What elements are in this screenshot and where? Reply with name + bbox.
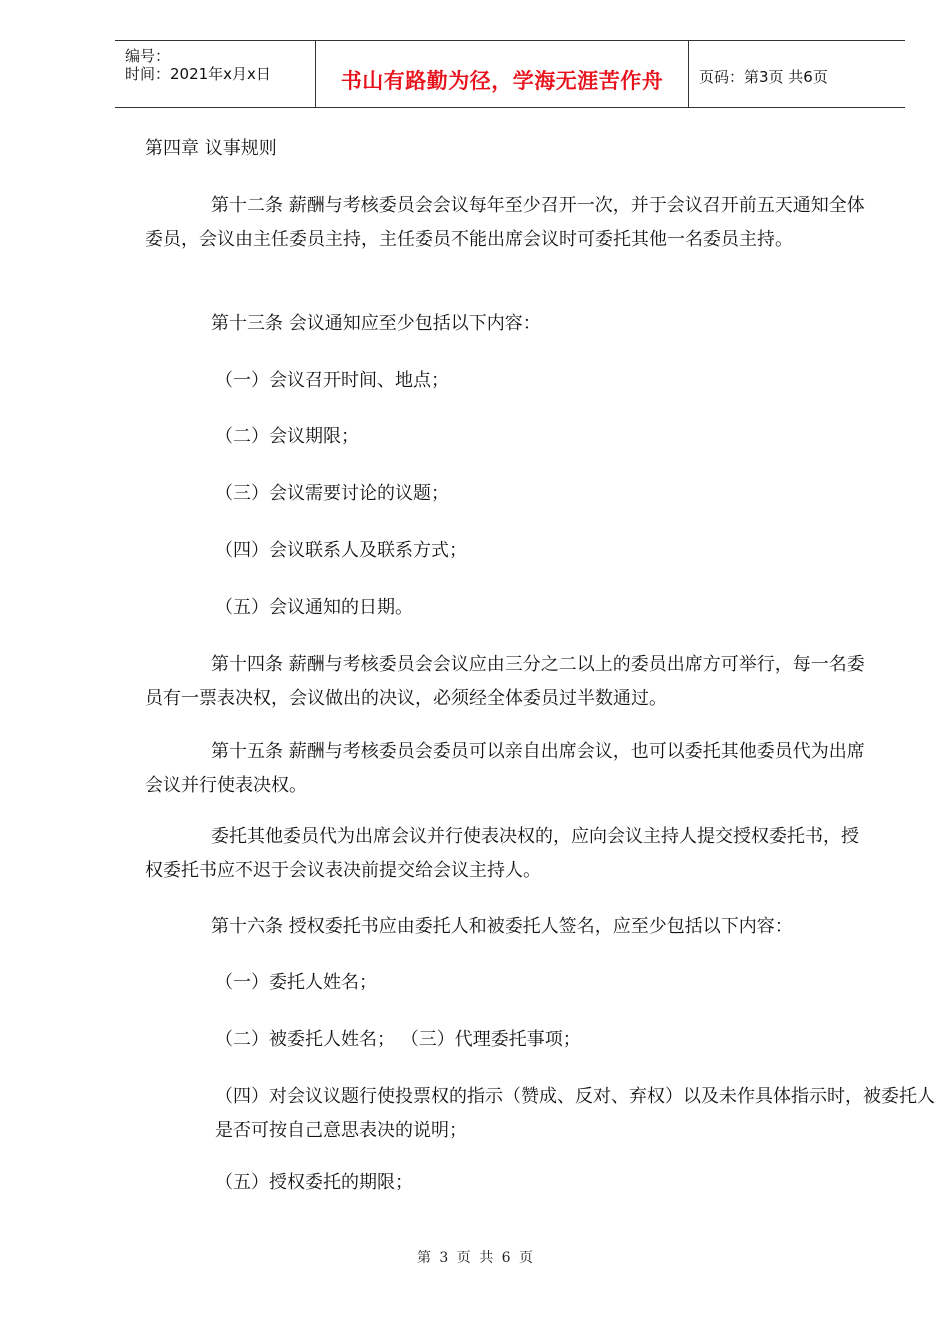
- document-time-label: 时间：2021年x月x日: [125, 65, 271, 83]
- article-16: 第十六条 授权委托书应由委托人和被委托人签名，应至少包括以下内容：: [211, 916, 793, 937]
- article-16-item: （五）授权委托的期限；: [215, 1172, 413, 1193]
- header-motto-cell: [316, 41, 689, 107]
- article-13: 第十三条 会议通知应至少包括以下内容：: [211, 313, 541, 334]
- article-16-item: （二）被委托人姓名； （三）代理委托事项；: [215, 1029, 581, 1050]
- article-16-item: （四）对会议议题行使投票权的指示（赞成、反对、弃权）以及未作具体指示时，被委托人是否可按自己意思表决的说明；: [215, 1086, 935, 1141]
- header-page-cell: [689, 41, 905, 107]
- article-12: 第十二条 薪酬与考核委员会会议每年至少召开一次，并于会议召开前五天通知全体委员，会议由主任委员主持，主任委员不能出席会议时可委托其他一名委员主持。: [145, 195, 865, 250]
- header-page-label: 页码：第3页 共6页: [699, 68, 828, 86]
- header-meta-cell: [115, 41, 316, 107]
- article-15-paragraph-2: 委托其他委员代为出席会议并行使表决权的，应向会议主持人提交授权委托书，授权委托书应不迟于会议表决前提交给会议主持人。: [145, 826, 859, 881]
- article-15: 第十五条 薪酬与考核委员会委员可以亲自出席会议，也可以委托其他委员代为出席会议并行使表决权。: [145, 741, 865, 796]
- article-13-item: （五）会议通知的日期。: [215, 597, 413, 618]
- article-13-item: （二）会议期限；: [215, 426, 359, 447]
- chapter-title: 第四章 议事规则: [145, 138, 277, 159]
- article-13-item: （一）会议召开时间、地点；: [215, 370, 449, 391]
- page-footer: 第 3 页 共 6 页: [416, 1250, 534, 1266]
- article-13-item: （三）会议需要讨论的议题；: [215, 483, 449, 504]
- page-header: [115, 40, 905, 108]
- article-13-item: （四）会议联系人及联系方式；: [215, 540, 467, 561]
- article-16-item: （一）委托人姓名；: [215, 972, 377, 993]
- header-motto: 书山有路勤为径，学海无涯苦作舟: [340, 69, 664, 93]
- document-number-label: 编号：: [125, 47, 171, 65]
- article-14: 第十四条 薪酬与考核委员会会议应由三分之二以上的委员出席方可举行，每一名委员有一票表决权，会议做出的决议，必须经全体委员过半数通过。: [145, 654, 865, 709]
